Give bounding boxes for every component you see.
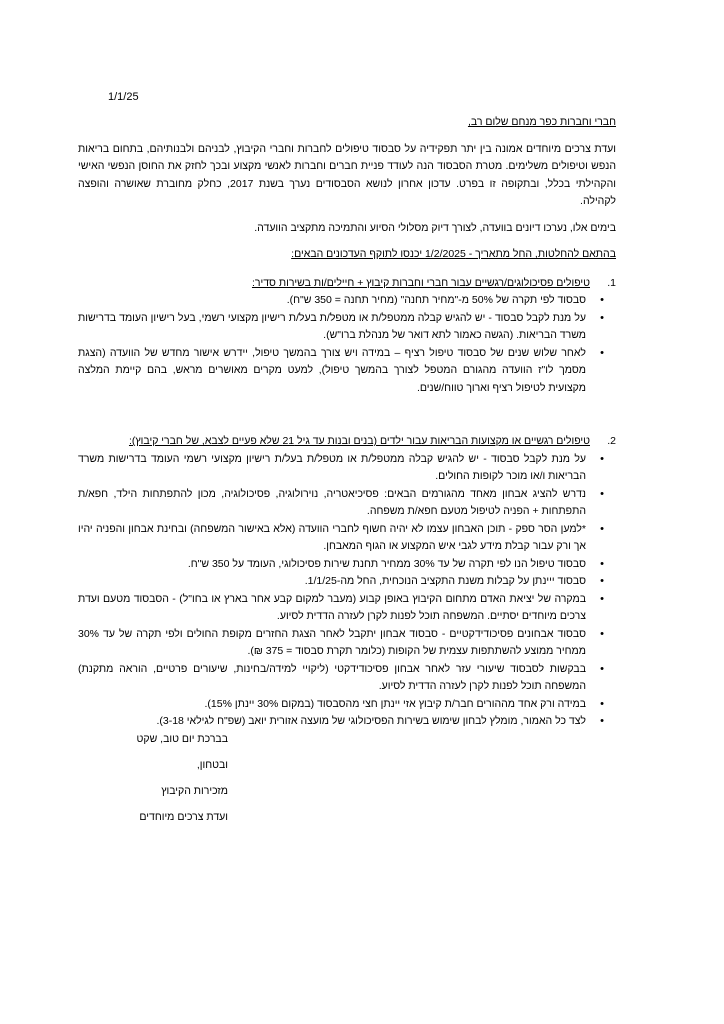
document-date: 1/1/25: [108, 91, 139, 103]
signoff-block: [108, 726, 228, 830]
meetings-paragraph: בימים אלו, נערכו דיונים בוועדה, לצורך דיוק מסלולי הסיוע והתמיכה מתקציב הוועדה.: [254, 221, 616, 234]
section-number: 1.: [607, 276, 616, 289]
signoff-committee: ועדת צרכים מיוחדים: [139, 811, 228, 823]
section-title: טיפולים פסיכולוגים/רגשיים עבור חברי וחברות קיבוץ + חיילים/ות בשירות סדיר:: [251, 276, 590, 289]
list-item: • סבסוד ייינתן על קבלות משנת התקציב הנוכחית, החל מה-1/1/25.: [78, 573, 616, 591]
section-title: טיפולים רגשיים או מקצועות הבריאות עבור ילדים (בנים ובנות עד גיל 21 שלא פעיים לצבא, של חברי קיבוץ):: [128, 435, 590, 447]
list-item: • לאחר שלוש שנים של סבסוד טיפול רציף – במידה ויש צורך בהמשך טיפול, יידרש אישור מחדש של הוועדה (הצגת מסמך לו"ז הוועדה מהגורם המטפל לצורך בהמשך טיפול), למעט מקרים מאושרים מראש, בהם קיימת המלצה מקצועית לטיפול רציף וארוך טווח/שנים.: [78, 345, 616, 398]
list-item: • במידה ורק אחד מההורים חבר/ת קיבוץ אזי יינתן חצי מהסבסוד (במקום 30% יינתן 15%).: [78, 696, 616, 714]
section-bullet-list: [78, 451, 616, 731]
list-item: • על מנת לקבל סבסוד - יש להגיש קבלה ממטפל/ת או מטפל/ת בעל/ת רישיון מקצועי רשמי העומד בדרישות משרד הבריאות ו/או מוכר לקופות החולים.: [78, 451, 616, 486]
list-item: • נדרש להציג אבחון מאחד מהגורמים הבאים: פסיכיאטריה, נוירולוגיה, פסיכולוגיה, מכון להתפתחות הילד, חפא/ת התפתחות + הפניה לטיפול מטעם חפא/ת משפחה.: [78, 486, 616, 521]
list-item: • סבסוד לפי תקרה של 50% מ-"מחיר תחנה" (מחיר תחנה = 350 ש"ח).: [78, 292, 616, 310]
list-item: • *למען הסר ספק - תוכן האבחון עצמו לא יהיה חשוף לחברי הוועדה (אלא באישור המשפחה) ובחינת אבחון והפניה יהיו אך ורק עבור קבלת מידע לגבי איש המקצוע או הגוף המאבחן.: [78, 521, 616, 556]
signoff-secretariat: מזכירות הקיבוץ: [161, 785, 228, 797]
salutation: חברי וחברות כפר מנחם שלום רב,: [467, 116, 616, 128]
section-title-row: [78, 433, 616, 451]
list-item: • בבקשות לסבסוד שיעורי עזר לאחר אבחון פסיכודידקטי (ליקויי למידה/בחינות, שיעורים פרטיים, הוראה מתקנת) המשפחה תוכל לפנות לקרן לעזרה הדדית לסיוע.: [78, 661, 616, 696]
section-psychological-treatments: [78, 275, 616, 398]
letter-body: [78, 114, 616, 731]
signoff-greeting: בברכת יום טוב, שקט ובטחון,: [136, 733, 228, 771]
section-children-treatments: [78, 433, 616, 731]
list-item: • במקרה של יציאת האדם מתחום הקיבוץ באופן קבוע (מעבר למקום קבע אחר בארץ או בחו"ל) - הסבסוד מטעם ועדת צרכים מיוחדים יסתיים. המשפחה תוכל לפנות לקרן לעזרה הדדית לסיוע.: [78, 591, 616, 626]
list-item: • על מנת לקבל סבסוד - יש להגיש קבלה ממטפל/ת או מטפל/ת בעל/ת רישיון מקצועי רשמי, בעל רישיון העומד בדרישות משרד הבריאות. (הגשה כאמור לתא דואר של מנהלת ברו"ש).: [78, 310, 616, 345]
list-item: • סבסוד אבחונים פסיכודידקטיים - סבסוד אבחון יתקבל לאחר הצגת החזרים מקופת החולים ולפי תקרה של עד 30% ממחיר ממוצע להשתתפות עצמית של הקופות (כלומר תקרת סבסוד = 375 ₪).: [78, 626, 616, 661]
section-number: 2.: [607, 435, 616, 447]
list-item: • סבסוד טיפול הנו לפי תקרה של עד 30% ממחיר תחנת שירות פסיכולוגי, העומד על 350 ש"ח.: [78, 556, 616, 574]
intro-paragraph: ועדת צרכים מיוחדים אמונה בין יתר תפקידיה על סבסוד טיפולים לחברות וחברי הקיבוץ, לבניהם ולבנותיהם, בתחום בריאות הנפש וטיפולים משלימים. מטרת הסבסוד הנה לעודד פניית חברים וחברות לאנשי מקצוע ובכך לחזק את החוסן הנפשי האישי והקהילתי בכלל, ובתקופה זו בפרט. עדכון אחרון לנושא הסבסודים נערך בשנת 2017, כחלק מחוברת שאושרה והופצה לקהילה.: [78, 142, 617, 207]
updates-heading: בהתאם להחלטות, החל מתאריך - 1/2/2025 יכנסו לתוקף העדכונים הבאים:: [291, 248, 616, 260]
list-item: • לצד כל האמור, מומלץ לבחון שימוש בשירות הפסיכולוגי של מועצה אזורית יואב (שפ"ח לגילאי 3-18).: [78, 713, 616, 731]
section-bullet-list: [78, 292, 616, 397]
section-title-row: [78, 275, 616, 293]
